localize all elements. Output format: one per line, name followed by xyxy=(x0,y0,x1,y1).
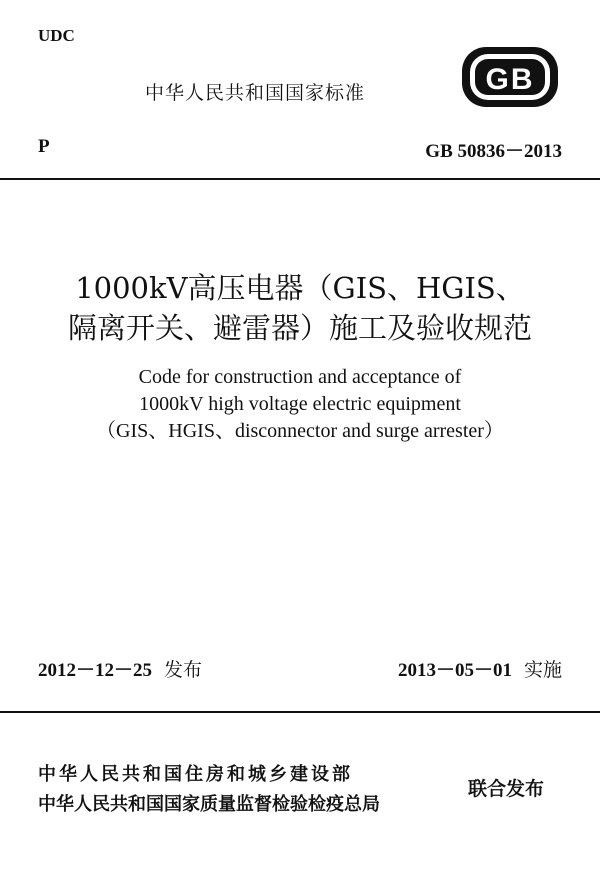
udc-label: UDC xyxy=(38,26,75,45)
title-en-line1: Code for construction and acceptance of xyxy=(138,366,462,388)
issue-date xyxy=(38,655,202,682)
publisher-line1: 中华人民共和国住房和城乡建设部 xyxy=(38,764,353,785)
publisher-line2: 中华人民共和国国家质量监督检验检疫总局 xyxy=(38,794,380,815)
gb-logo xyxy=(460,45,560,109)
effective-label: 实施 xyxy=(523,659,562,681)
title-en-line3: （GIS、HGIS、disconnector and surge arrester） xyxy=(96,420,504,442)
logo-text: GB xyxy=(485,63,535,96)
standard-code: GB 50836－2013 xyxy=(425,141,562,162)
effective-date-value: 2013－05－01 xyxy=(397,660,512,681)
issue-label: 发布 xyxy=(164,659,203,681)
divider-bottom xyxy=(0,711,600,713)
issue-date-value: 2012－12－25 xyxy=(38,660,153,681)
standard-type: 中华人民共和国国家标准 xyxy=(145,82,366,104)
joint-publish-label: 联合发布 xyxy=(468,778,545,800)
divider-top xyxy=(0,178,600,180)
title-en-line2: 1000kV high voltage electric equipment xyxy=(139,393,461,415)
title-zh-line1: 1000kV高压电器（GIS、HGIS、 xyxy=(75,271,525,305)
classification: P xyxy=(38,136,50,157)
effective-date xyxy=(398,655,562,682)
title-zh-line2: 隔离开关、避雷器）施工及验收规范 xyxy=(67,311,532,345)
